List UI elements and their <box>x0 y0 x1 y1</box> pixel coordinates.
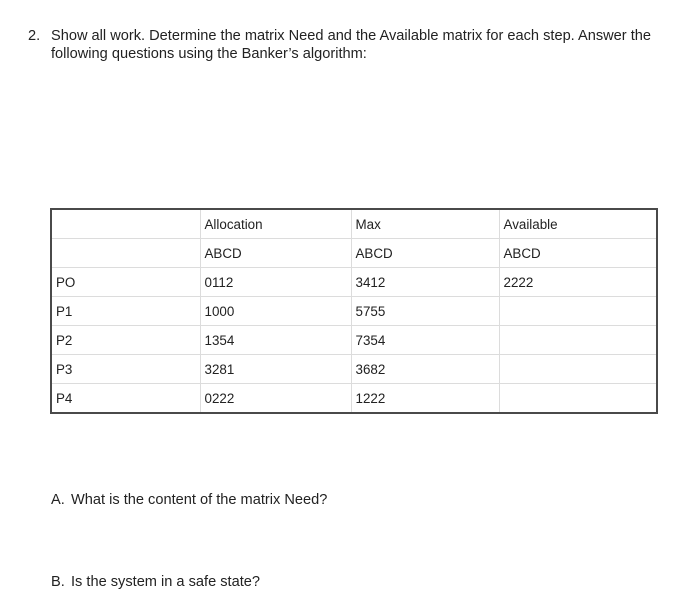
table-cell: ABCD <box>499 239 657 268</box>
process-label: P3 <box>51 355 200 384</box>
table-cell: 3682 <box>351 355 499 384</box>
sub-question-text: Is the system in a safe state? <box>71 574 260 590</box>
table-cell <box>51 209 200 239</box>
table-subheader-row <box>51 239 657 268</box>
table-cell: 5755 <box>351 297 499 326</box>
table-cell: ABCD <box>351 239 499 268</box>
table-header-row <box>51 209 657 239</box>
table-cell <box>51 239 200 268</box>
question-text: Show all work. Determine the matrix Need and the Available matrix for each step. Answer the following questions using the Banker’s algorithm: <box>51 28 651 62</box>
process-label: P2 <box>51 326 200 355</box>
sub-question-a <box>51 491 327 509</box>
table-row <box>51 384 657 414</box>
bankers-table <box>50 208 658 414</box>
table-row <box>51 297 657 326</box>
table-row <box>51 355 657 384</box>
table-cell: 3281 <box>200 355 351 384</box>
process-label: P1 <box>51 297 200 326</box>
process-label: PO <box>51 268 200 297</box>
table-cell: 1354 <box>200 326 351 355</box>
table-cell: 0112 <box>200 268 351 297</box>
sub-question-b <box>51 573 260 591</box>
table-row <box>51 268 657 297</box>
table-cell <box>499 297 657 326</box>
table-cell <box>499 384 657 414</box>
table-cell: 7354 <box>351 326 499 355</box>
question-number: 2. <box>28 28 41 44</box>
table-header-max: Max <box>351 209 499 239</box>
table-header-available: Available <box>499 209 657 239</box>
table-cell <box>499 326 657 355</box>
table-cell: 3412 <box>351 268 499 297</box>
table-header-allocation: Allocation <box>200 209 351 239</box>
table-cell <box>499 355 657 384</box>
table-cell: ABCD <box>200 239 351 268</box>
table-cell: 1000 <box>200 297 351 326</box>
table-cell: 1222 <box>351 384 499 414</box>
table-row <box>51 326 657 355</box>
sub-question-text: What is the content of the matrix Need? <box>71 492 328 508</box>
table-cell: 0222 <box>200 384 351 414</box>
process-label: P4 <box>51 384 200 414</box>
sub-question-letter: A. <box>51 492 65 508</box>
sub-question-letter: B. <box>51 574 65 590</box>
table-cell: 2222 <box>499 268 657 297</box>
